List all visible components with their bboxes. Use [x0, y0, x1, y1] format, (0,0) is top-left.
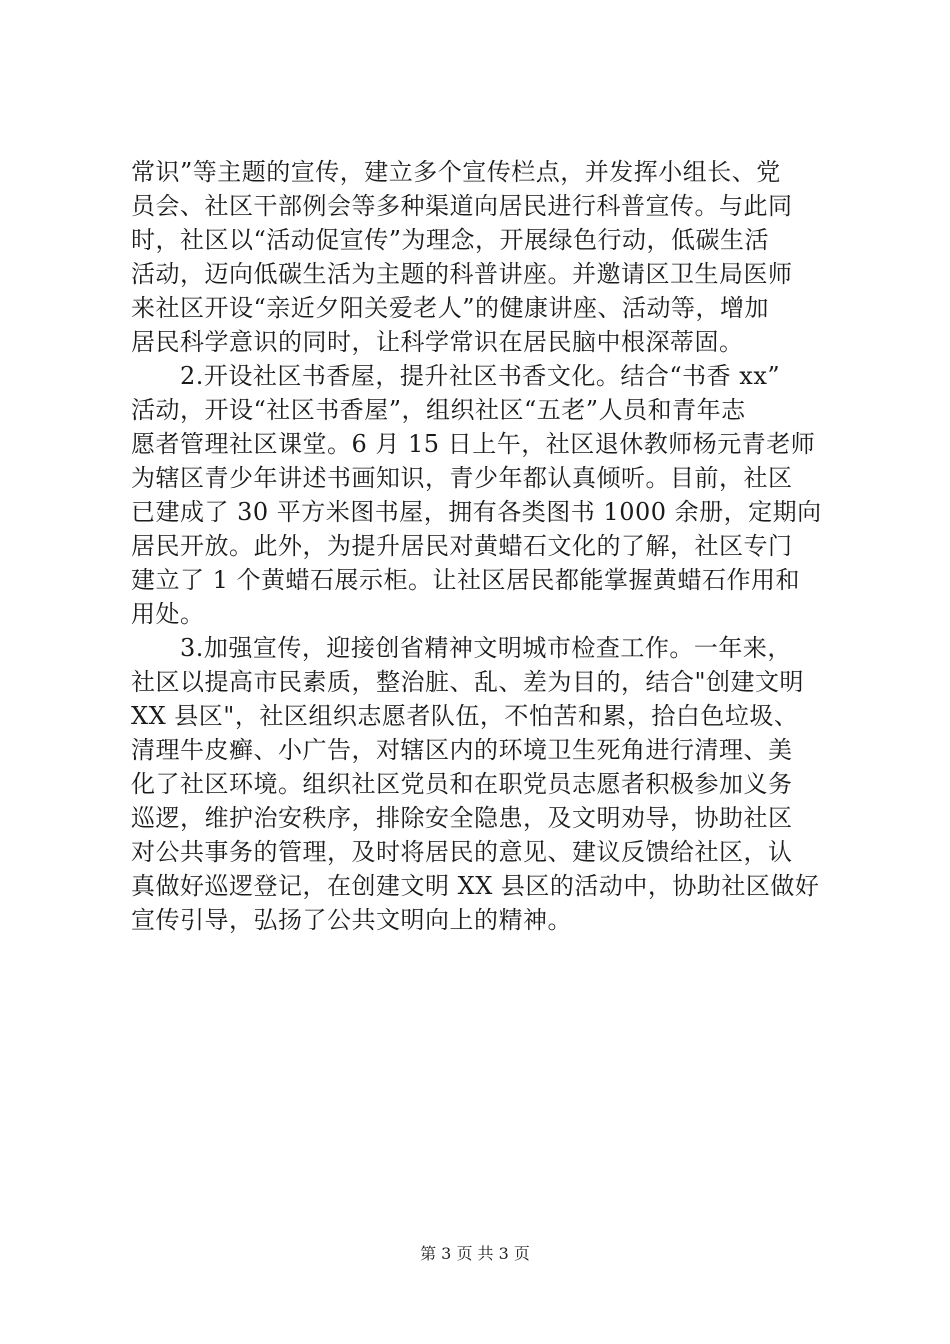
- text-line: 化了社区环境。组织社区党员和在职党员志愿者积极参加义务: [131, 770, 793, 798]
- text-line: 居民科学意识的同时，让科学常识在居民脑中根深蒂固。: [131, 328, 744, 356]
- document-body: [131, 155, 841, 937]
- text-line: 活动，开设“社区书香屋”，组织社区“五老”人员和青年志: [131, 396, 746, 424]
- text-line: 用处。: [131, 600, 205, 628]
- text-line: 为辖区青少年讲述书画知识，青少年都认真倾听。目前，社区: [131, 464, 793, 492]
- text-line: 时，社区以“活动促宣传”为理念，开展绿色行动，低碳生活: [131, 226, 770, 254]
- text-line: XX 县区"，社区组织志愿者队伍，不怕苦和累，拾白色垃圾、: [131, 702, 799, 730]
- text-line: 对公共事务的管理，及时将居民的意见、建议反馈给社区，认: [131, 838, 793, 866]
- text-line: 来社区开设“亲近夕阳关爱老人”的健康讲座、活动等，增加: [131, 294, 770, 322]
- text-line: 2.开设社区书香屋，提升社区书香文化。结合“书香 xx”: [131, 362, 781, 390]
- text-line: 活动，迈向低碳生活为主题的科普讲座。并邀请区卫生局医师: [131, 260, 793, 288]
- text-line: 居民开放。此外，为提升居民对黄蜡石文化的了解，社区专门: [131, 532, 793, 560]
- text-line: 清理牛皮癣、小广告，对辖区内的环境卫生死角进行清理、美: [131, 736, 793, 764]
- text-line: 员会、社区干部例会等多种渠道向居民进行科普宣传。与此同: [131, 192, 793, 220]
- text-line: 常识”等主题的宣传，建立多个宣传栏点，并发挥小组长、党: [131, 158, 781, 186]
- text-line: 建立了 1 个黄蜡石展示柜。让社区居民都能掌握黄蜡石作用和: [131, 566, 801, 594]
- page-number-footer: 第 3 页 共 3 页: [420, 1244, 530, 1263]
- text-line: 3.加强宣传，迎接创省精神文明城市检查工作。一年来，: [131, 634, 792, 662]
- text-line: 巡逻，维护治安秩序，排除安全隐患，及文明劝导，协助社区: [131, 804, 793, 832]
- text-line: 宣传引导，弘扬了公共文明向上的精神。: [131, 906, 572, 934]
- text-line: 真做好巡逻登记，在创建文明 XX 县区的活动中，协助社区做好: [131, 872, 820, 900]
- text-line: 已建成了 30 平方米图书屋，拥有各类图书 1000 余册，定期向: [131, 498, 822, 526]
- text-line: 社区以提高市民素质，整治脏、乱、差为目的，结合"创建文明: [131, 668, 805, 696]
- text-line: 愿者管理社区课堂。6 月 15 日上午，社区退休教师杨元青老师: [131, 430, 816, 458]
